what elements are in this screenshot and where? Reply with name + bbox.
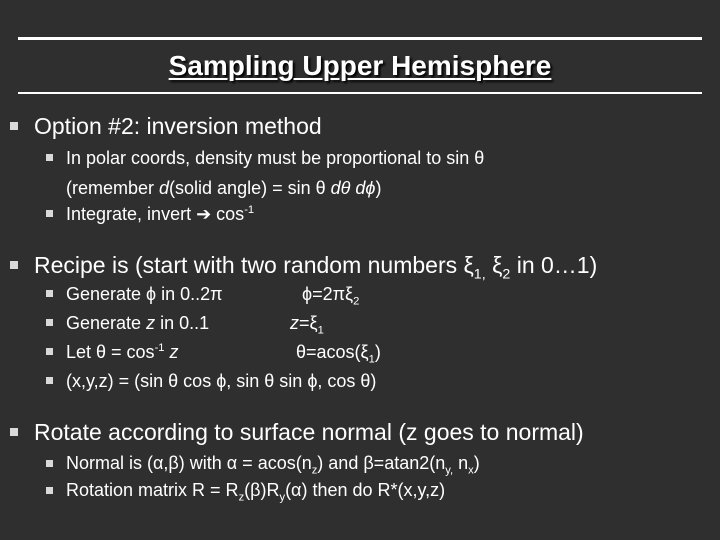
bullet-square-icon xyxy=(46,210,53,217)
subitem-rotation-matrix: Rotation matrix $R = R_z(\beta)R_y(\alpha)$ then do R*(x,y,z) xyxy=(66,480,446,504)
section-rotate: Rotate according to surface normal (z goes to normal) xyxy=(34,419,584,445)
equation-phi: $\phi=2\pi\xi_2$ xyxy=(302,284,360,308)
bullet-square-icon xyxy=(46,348,53,355)
section-option-2: Option #2: inversion method xyxy=(34,113,322,139)
recipe-let-theta: Let $\theta = \cos^{-1} z$ xyxy=(66,342,179,362)
slide-title: Sampling Upper Hemisphere xyxy=(168,50,552,81)
subitem-solid-angle: (remember d(solid angle) = sin θ dθ dϕ) xyxy=(66,178,382,198)
equation-z: $z=\xi_1$ xyxy=(290,313,324,337)
bullet-square-icon xyxy=(46,487,53,494)
bullet-square-icon xyxy=(10,122,18,130)
bullet-square-icon xyxy=(10,261,18,269)
subitem-integrate-invert: Integrate, invert ➔ $\cos^{-1}$ xyxy=(66,204,255,224)
equation-theta: $\theta=acos(\xi_1)$ xyxy=(296,342,381,366)
recipe-xyz: (x,y,z) = (sin θ cos ϕ, sin θ sin ϕ, cos θ) xyxy=(66,371,377,391)
bullet-square-icon xyxy=(10,428,18,436)
recipe-generate-z: Generate z in 0..1 xyxy=(66,313,210,333)
title-rule-top xyxy=(18,37,702,40)
bullet-square-icon xyxy=(46,290,53,297)
section-recipe: Recipe is (start with two random numbers $\xi_{1,}$ $\xi_2$ in 0…1) xyxy=(34,252,598,283)
right-arrow-icon: ➔ xyxy=(196,204,212,224)
bullet-square-icon xyxy=(46,319,53,326)
bullet-square-icon xyxy=(46,154,53,161)
bullet-square-icon xyxy=(46,460,53,467)
recipe-generate-phi: Generate ϕ in 0..2π xyxy=(66,284,223,304)
subitem-normal-alpha-beta: Normal is (α,β) with $\alpha = acos(n_z)$ and $\beta=atan2(n_{y,}$ $n_x$) xyxy=(66,453,480,477)
subitem-polar-density: In polar coords, density must be proportional to sin θ xyxy=(66,148,485,168)
title-rule-bottom xyxy=(18,92,702,94)
bullet-square-icon xyxy=(46,377,53,384)
